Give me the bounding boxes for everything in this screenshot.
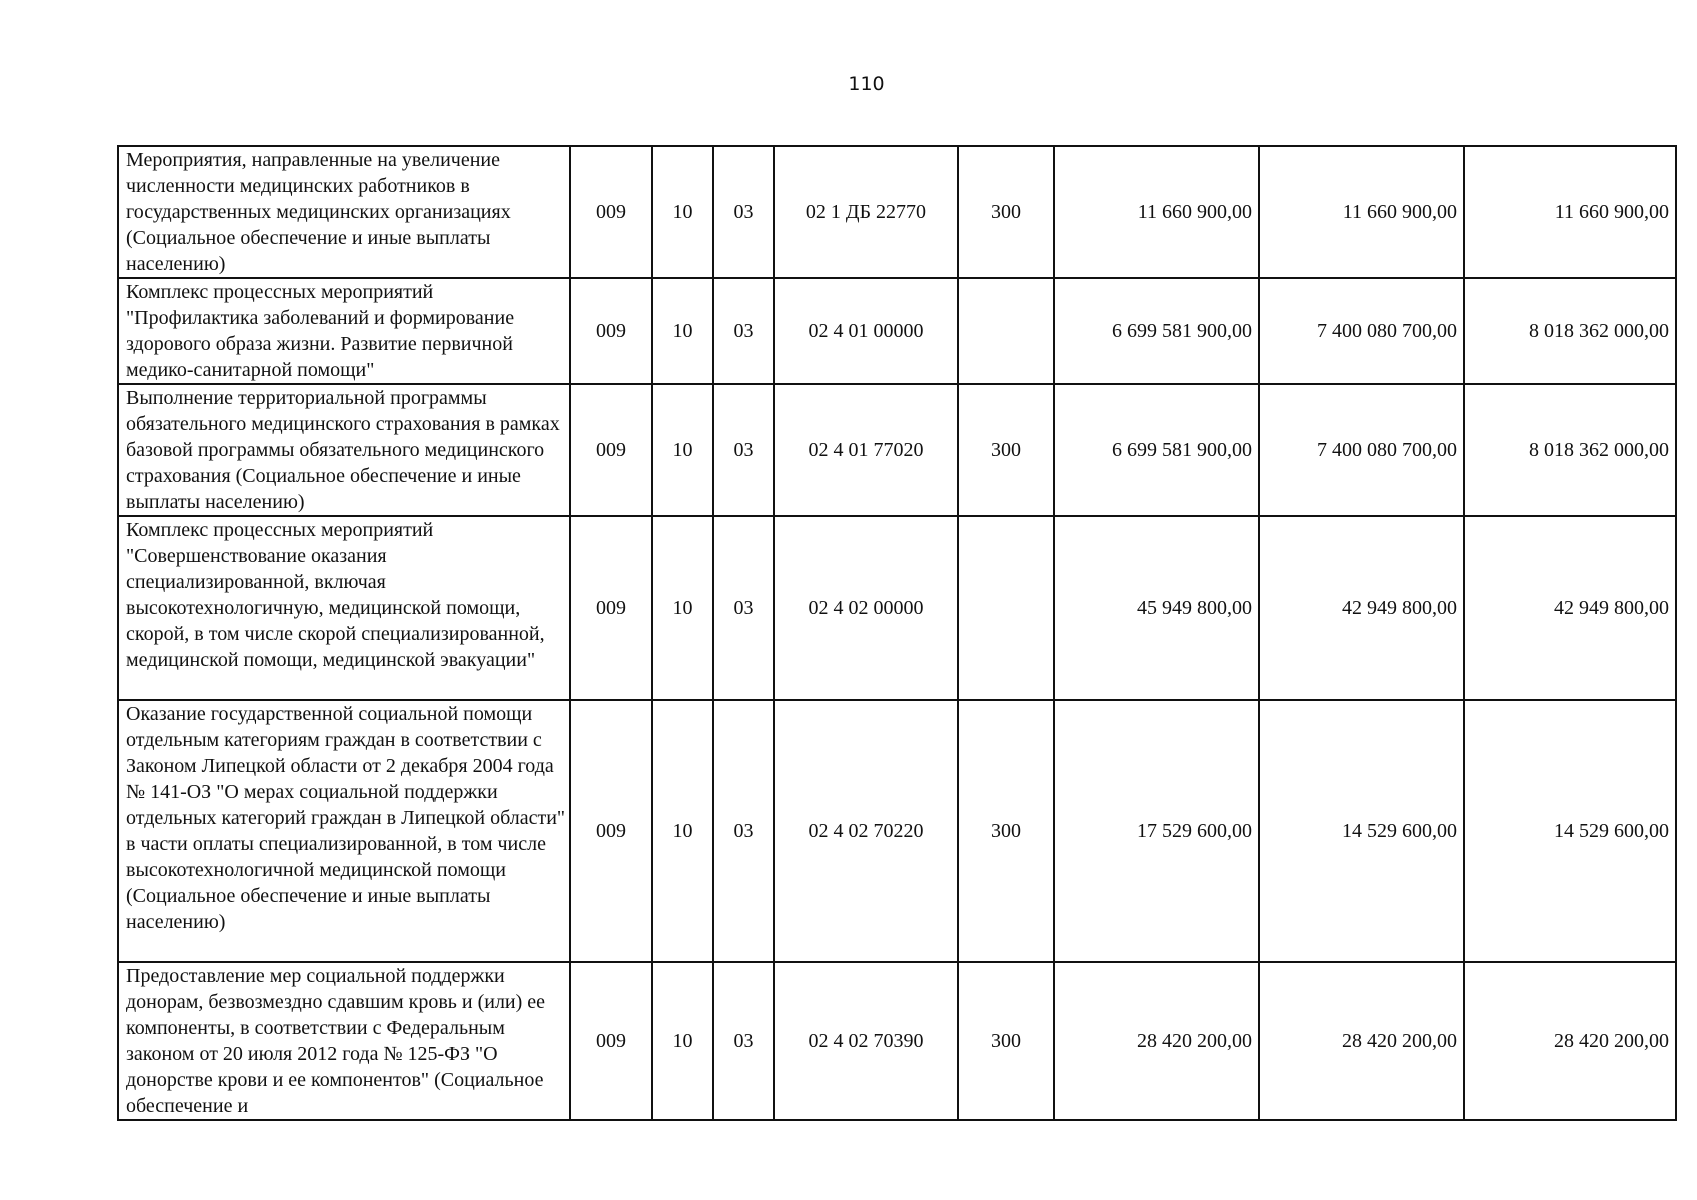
expense-name: Предоставление мер социальной поддержки донорам, безвозмездно сдавшим кровь и (или) ее компоненты, в соответствии с Федеральным законом от 20 июля 2012 года № 125-ФЗ "О донорстве крови и ее компонентов" (Социальное обеспечение и [118,962,570,1120]
section-code: 10 [652,384,713,516]
target-article-code: 02 4 02 70390 [774,962,958,1120]
amount-year-2: 42 949 800,00 [1259,516,1464,700]
amount-year-3: 8 018 362 000,00 [1464,278,1676,384]
amount-year-2: 7 400 080 700,00 [1259,384,1464,516]
subsection-code: 03 [713,700,774,962]
amount-year-3: 8 018 362 000,00 [1464,384,1676,516]
section-code: 10 [652,146,713,278]
amount-year-1: 17 529 600,00 [1054,700,1259,962]
target-article-code: 02 4 02 70220 [774,700,958,962]
expense-type-code [958,278,1054,384]
subsection-code: 03 [713,516,774,700]
amount-year-3: 28 420 200,00 [1464,962,1676,1120]
table-row [118,962,1676,1120]
subsection-code: 03 [713,384,774,516]
amount-year-1: 6 699 581 900,00 [1054,384,1259,516]
expense-type-code: 300 [958,700,1054,962]
section-code: 10 [652,962,713,1120]
expense-type-code: 300 [958,146,1054,278]
amount-year-2: 28 420 200,00 [1259,962,1464,1120]
amount-year-1: 6 699 581 900,00 [1054,278,1259,384]
target-article-code: 02 1 ДБ 22770 [774,146,958,278]
expense-type-code: 300 [958,384,1054,516]
expense-type-code [958,516,1054,700]
target-article-code: 02 4 02 00000 [774,516,958,700]
section-code: 10 [652,278,713,384]
expense-name: Оказание государственной социальной помощи отдельным категориям граждан в соответствии с Законом Липецкой области от 2 декабря 2004 года № 141-ОЗ "О мерах социальной поддержки отдельных категорий граждан в Липецкой области" в части оплаты специализированной, в том числе высокотехнологичной медицинской помощи (Социальное обеспечение и иные выплаты населению) [118,700,570,962]
subsection-code: 03 [713,278,774,384]
expense-name: Комплекс процессных мероприятий "Профилактика заболеваний и формирование здорового образа жизни. Развитие первичной медико-санитарной помощи" [118,278,570,384]
section-code: 10 [652,700,713,962]
amount-year-1: 45 949 800,00 [1054,516,1259,700]
expense-type-code: 300 [958,962,1054,1120]
budget-table [117,145,1677,1121]
ministry-code: 009 [570,146,652,278]
amount-year-2: 7 400 080 700,00 [1259,278,1464,384]
table-row [118,700,1676,962]
subsection-code: 03 [713,146,774,278]
page-number: 110 [848,73,885,95]
amount-year-3: 14 529 600,00 [1464,700,1676,962]
amount-year-3: 42 949 800,00 [1464,516,1676,700]
subsection-code: 03 [713,962,774,1120]
ministry-code: 009 [570,700,652,962]
target-article-code: 02 4 01 00000 [774,278,958,384]
ministry-code: 009 [570,278,652,384]
table-row [118,146,1676,278]
amount-year-3: 11 660 900,00 [1464,146,1676,278]
ministry-code: 009 [570,384,652,516]
table-row [118,516,1676,700]
ministry-code: 009 [570,516,652,700]
amount-year-1: 11 660 900,00 [1054,146,1259,278]
expense-name: Мероприятия, направленные на увеличение численности медицинских работников в государственных медицинских организациях (Социальное обеспечение и иные выплаты населению) [118,146,570,278]
table-row [118,278,1676,384]
expense-name: Выполнение территориальной программы обязательного медицинского страхования в рамках базовой программы обязательного медицинского страхования (Социальное обеспечение и иные выплаты населению) [118,384,570,516]
amount-year-1: 28 420 200,00 [1054,962,1259,1120]
expense-name: Комплекс процессных мероприятий "Совершенствование оказания специализированной, включая высокотехнологичную, медицинской помощи, скорой, в том числе скорой специализированной, медицинской помощи, медицинской эвакуации" [118,516,570,700]
ministry-code: 009 [570,962,652,1120]
target-article-code: 02 4 01 77020 [774,384,958,516]
amount-year-2: 11 660 900,00 [1259,146,1464,278]
section-code: 10 [652,516,713,700]
amount-year-2: 14 529 600,00 [1259,700,1464,962]
table-row [118,384,1676,516]
